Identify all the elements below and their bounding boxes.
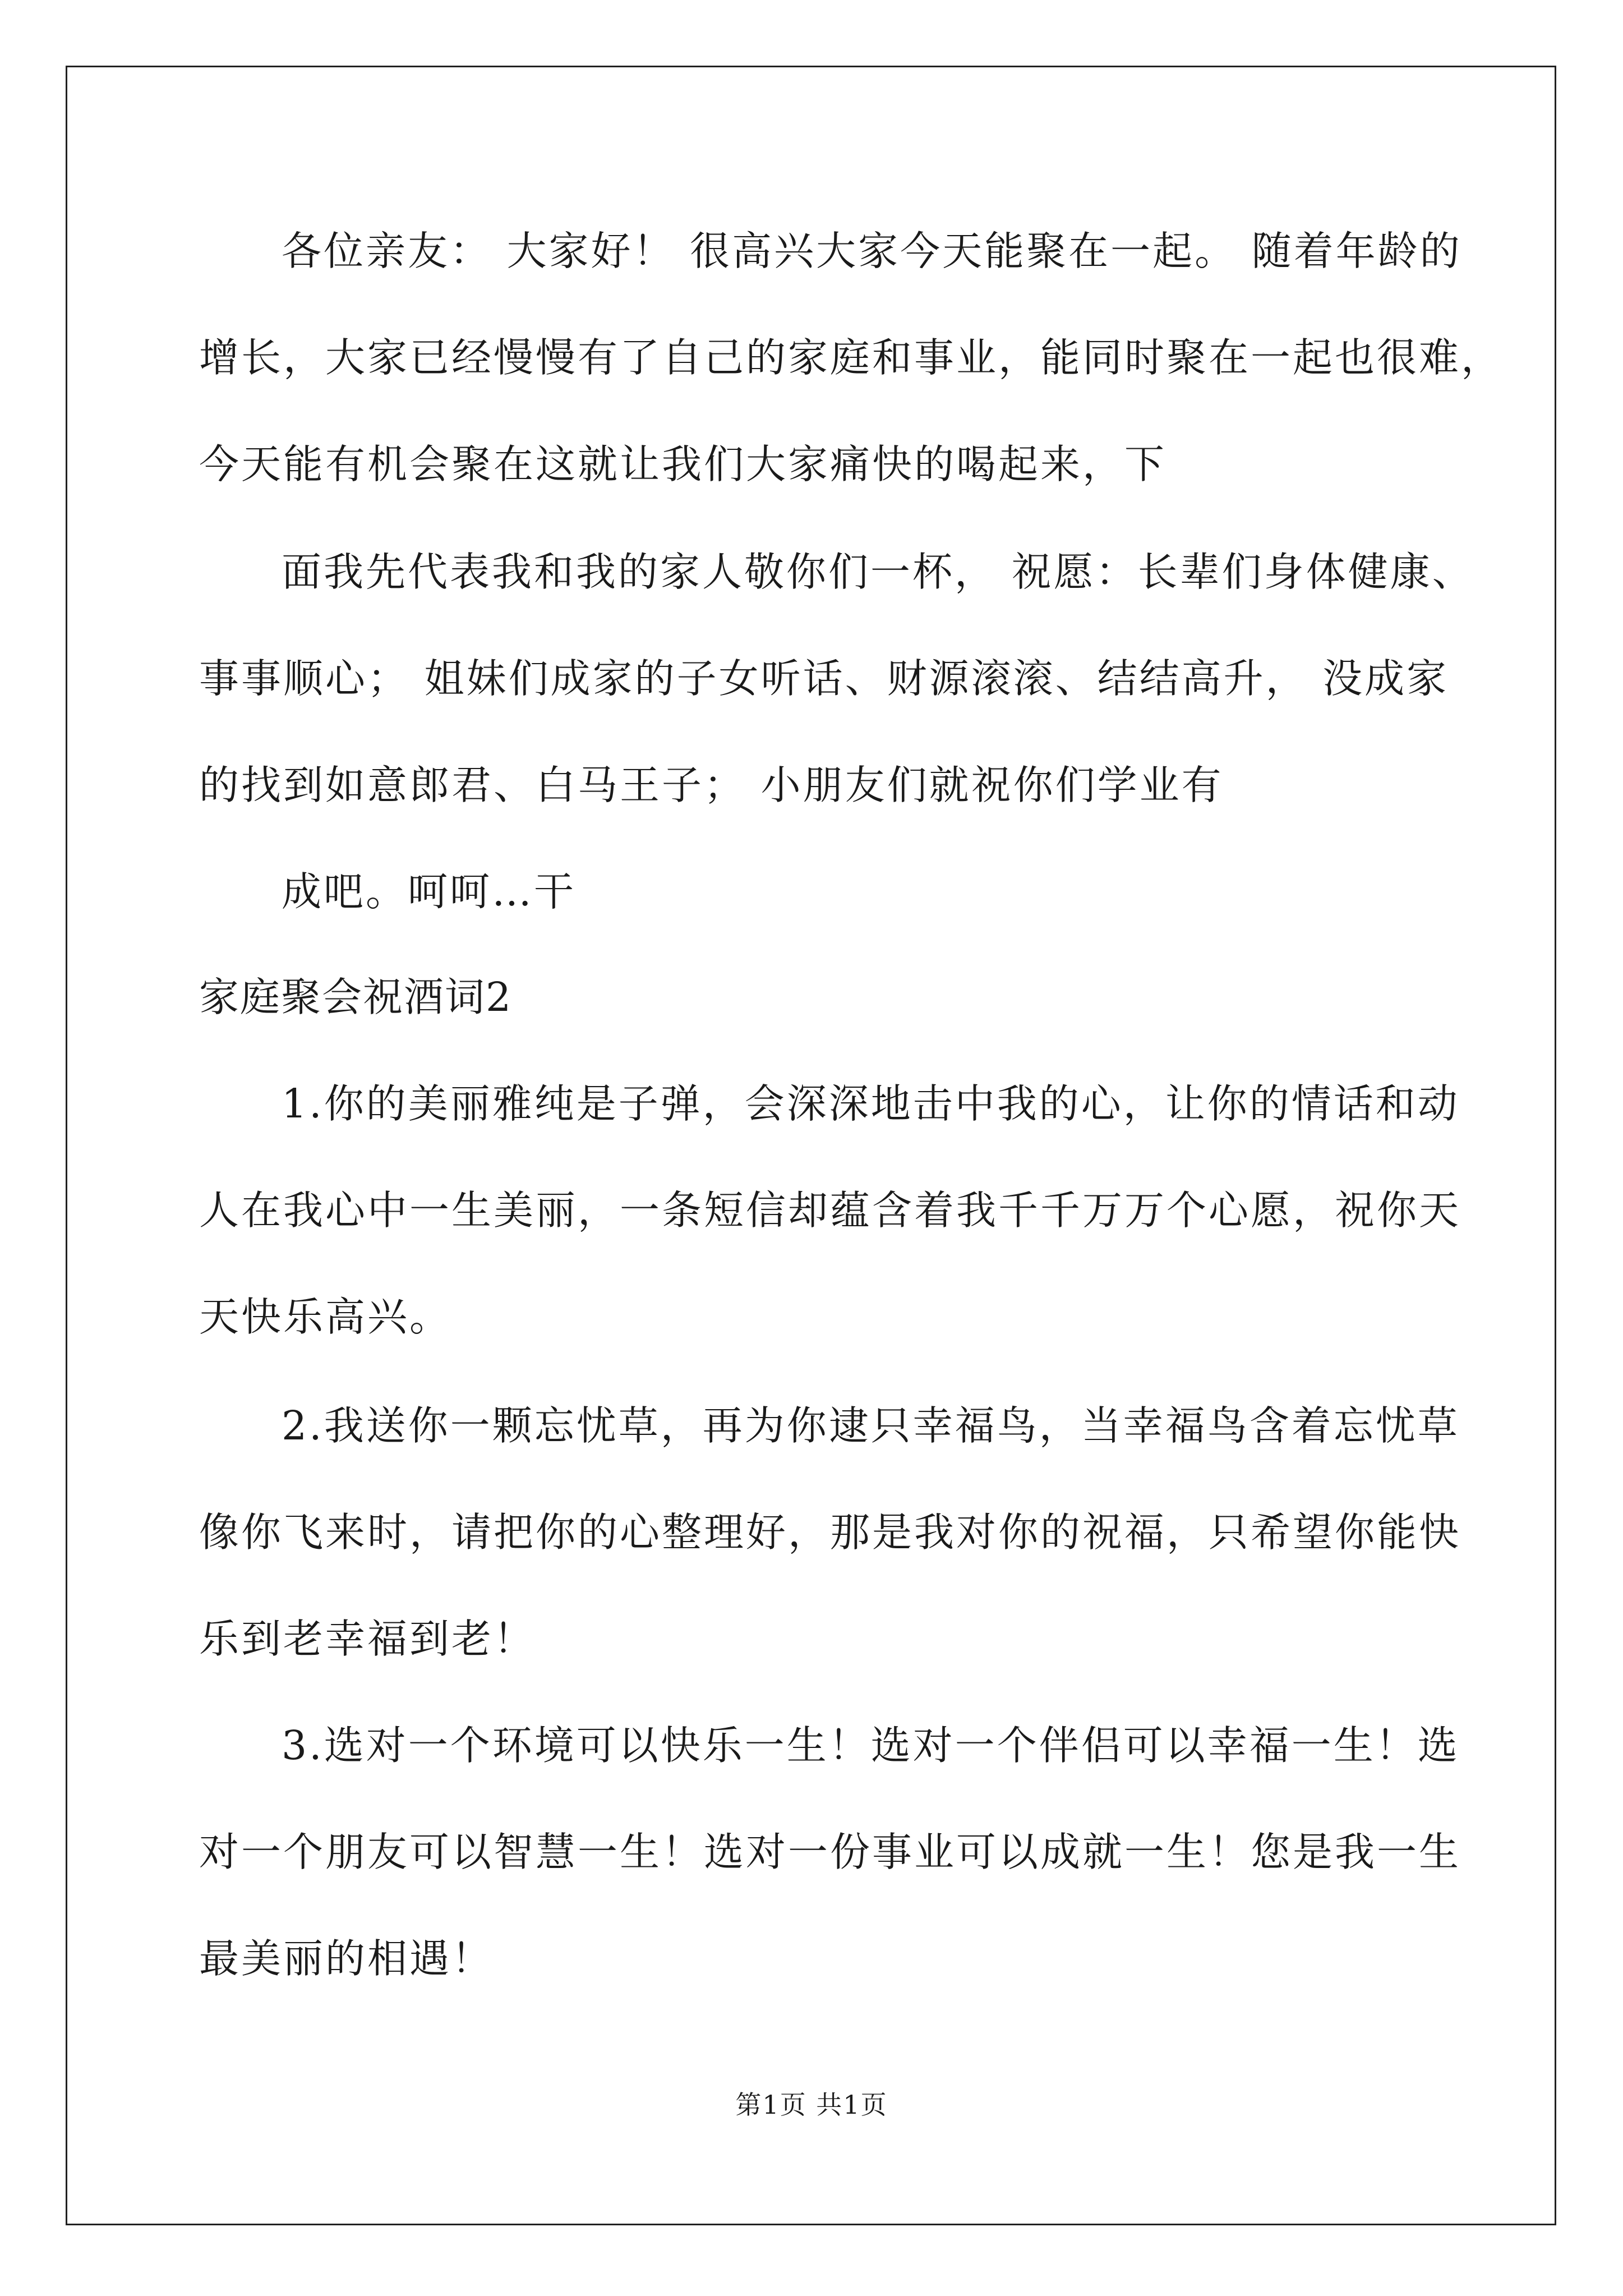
item-1-line-3: 天快乐高兴。 xyxy=(199,1294,452,1340)
item-2-line-3: 乐到老幸福到老！ xyxy=(199,1616,536,1662)
paragraph-1-line-2: 增长，大家已经慢慢有了自己的家庭和事业，能同时聚在一起也很难， xyxy=(199,334,1504,381)
paragraph-2-line-2: 事事顺心； 姐妹们成家的子女听话、财源滚滚、结结高升， 没成家 xyxy=(199,655,1449,702)
paragraph-2-line-3: 的找到如意郎君、白马王子； 小朋友们就祝你们学业有 xyxy=(199,762,1224,808)
paragraph-1-line-3: 今天能有机会聚在这就让我们大家痛快的喝起来，下 xyxy=(199,441,1167,487)
item-3-line-3: 最美丽的相遇！ xyxy=(199,1935,494,1982)
section-title: 家庭聚会祝酒词2 xyxy=(199,974,513,1020)
item-1-line-1: 1.你的美丽雅纯是子弹，会深深地击中我的心，让你的情话和动 xyxy=(282,1080,1460,1127)
item-1-line-2: 人在我心中一生美丽，一条短信却蕴含着我千千万万个心愿，祝你天 xyxy=(199,1187,1461,1234)
item-2-line-1: 2.我送你一颗忘忧草，再为你逮只幸福鸟，当幸福鸟含着忘忧草 xyxy=(282,1402,1460,1449)
item-3-line-1: 3.选对一个环境可以快乐一生！选对一个伴侣可以幸福一生！选 xyxy=(282,1722,1460,1769)
paragraph-1-line-1: 各位亲友： 大家好！ 很高兴大家今天能聚在一起。 随着年龄的 xyxy=(282,228,1462,274)
item-3-line-2: 对一个朋友可以智慧一生！选对一份事业可以成就一生！您是我一生 xyxy=(199,1829,1461,1875)
page-number-footer: 第1页 共1页 xyxy=(735,2090,888,2120)
item-2-line-2: 像你飞来时，请把你的心整理好，那是我对你的祝福，只希望你能快 xyxy=(199,1509,1461,1556)
paragraph-2-line-1: 面我先代表我和我的家人敬你们一杯， 祝愿：长辈们身体健康、 xyxy=(282,549,1474,595)
page-border xyxy=(66,66,1556,2225)
paragraph-3-line-1: 成吧。呵呵…干 xyxy=(282,868,577,915)
